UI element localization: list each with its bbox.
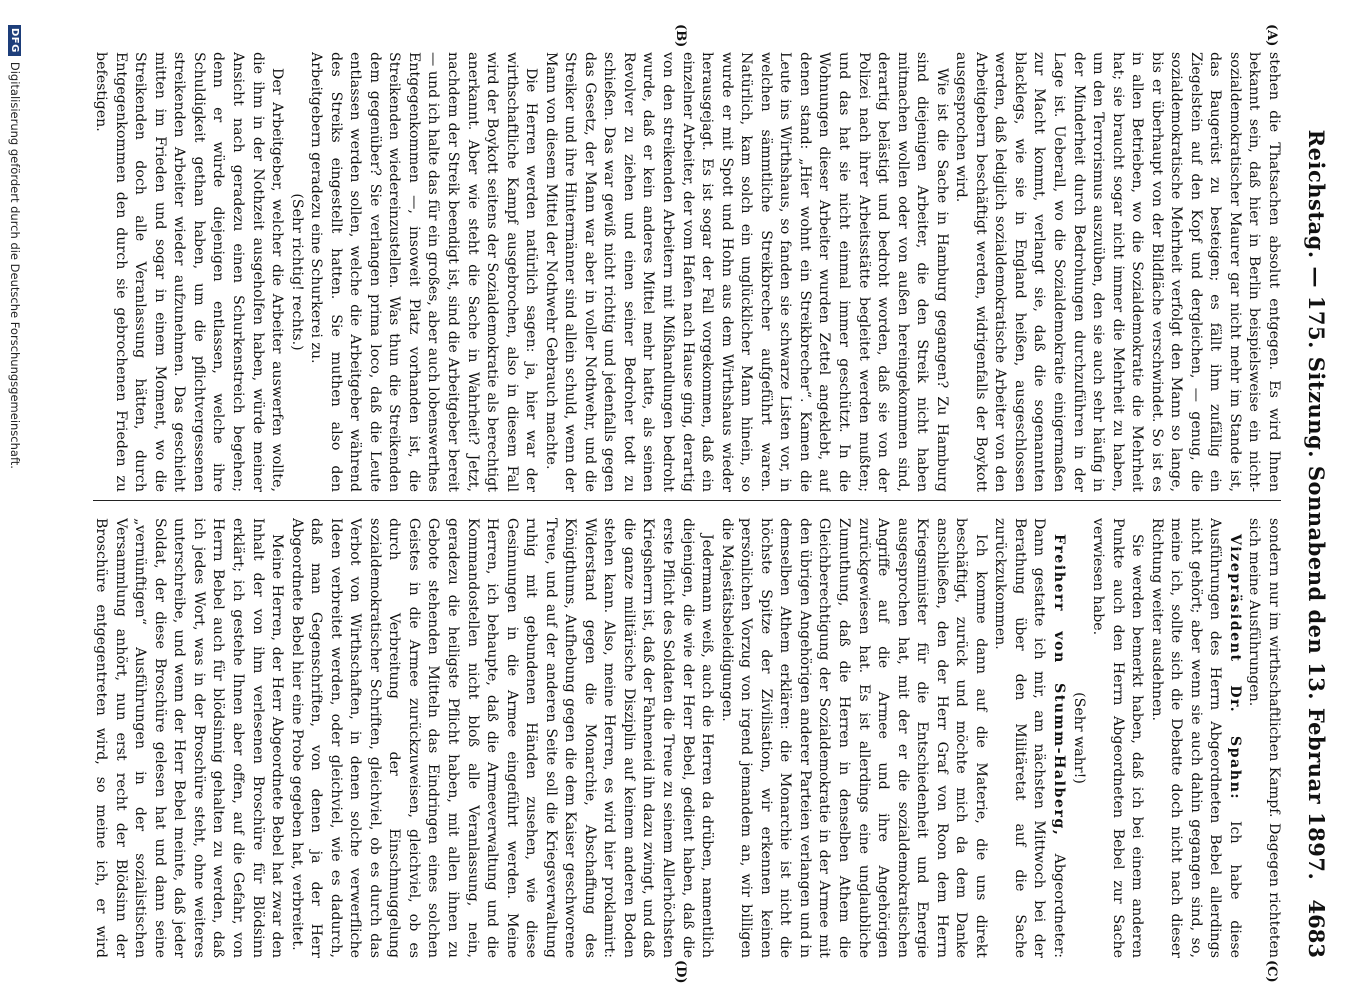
paragraph: Die Herren werden natürlich sagen: ja, hier war der wirthschaftliche Kampf ausgebrochen, also in diesem Fall wird der Boykott seitens der Sozialdemokratie als berechtigt anerkannt. Aber wie steht die Sache in Wahrheit? Jetzt, nachdem der Streik beendigt ist, sind die Arbeitgeber bereit — und ich halte das für ein großes, aber auch lobenswerthes Entgegenkommen —, insoweit Platz vorhanden ist, die Streikenden wiedereinzustellen. Was thun die Streikenden dem gegenüber? Sie verlangen prima loco, daß die Leute entlassen werden sollen, welche die Arbeitgeber während des Streiks eingestellt hatten. Sie muthen also den Arbeitgebern geradezu eine Schurkerei zu.: [308, 52, 540, 492]
paragraph: Meine Herren, der Herr Abgeordnete Bebel hat zwar den Inhalt der von ihm verlesenen Broschüre für Blödsinn erklärt; ich gestehe Ihnen aber offen, auf die Gefahr, von Herrn Bebel auch für blödsinnig gehalten zu werden, daß ich jedes Wort, was in der Broschüre steht, ohne weiteres unterschreibe, und wenn der Herr Bebel meinte, daß jeder Soldat, der diese Broschüre gelesen hat und dann seine „vernünftigen“ Ausführungen in der sozialistischen Versammlung anhört, nun erst recht der Blödsinn der Broschüre entgegentreten wird, so meine ich, er wird: [93, 518, 286, 958]
paragraph: Jedermann weiß, auch die Herren da drüben, namentlich diejenigen, die wie der Herr Bebel, gedient haben, daß die erste Pflicht des Soldaten die Treue zu seinem Allerhöchsten Kriegsherrn ist, daß der Fahneneid ihn dazu zwingt, und daß die ganze militärische Disziplin auf keinem anderen Boden stehen kann. Also, meine Herren, es wird hier proklamirt: Widerstand gegen die Monarchie, Abschaffung des Königthums, Aufhebung gegen die dem Kaiser geschworene Treue, und auf der anderen Seite soll die Kriegsverwaltung ruhig mit gebundenen Händen zusehen, wie diese Gesinnungen in die Armee eingeführt werden. Meine Herren, ich behaupte, daß die Armeeverwaltung und die Kommandostellen nicht bloß alle Veranlassung, nein, geradezu die heiligste Pflicht haben, mit allen ihnen zu Gebote stehenden Mitteln das Eindringen eines solchen Geistes in die Armee zurückzuweisen, gleichviel, ob es durch Verbreitung der Einschmuggelung sozialdemokratischer Schriften, gleichviel, ob es durch das Verbot von Wirthschaften, in denen solche verwerfliche Ideen verbreitet werden, oder gleichviel, wie es dadurch, daß man Gegenschriften, von denen ja der Herr Abgeordnete Bebel hier eine Probe gegeben hat, verbreitet.: [288, 518, 716, 958]
running-head: Reichstag. — 175. Sitzung. Sonnabend den 13. Februar 1897.: [1304, 129, 1329, 881]
speech-paragraph: [1146, 518, 1244, 958]
speech-text: Ich habe diese Ausführungen des Herrn Abgeordneten Bebel allerdings nicht gehört; aber wenn sie auch dahin gegangen sind, so, meine ich, sollte sich die Debatte doch nicht nach dieser Richtung weiter ausdehnen.: [1148, 518, 1243, 958]
speech-paragraph: [990, 518, 1068, 958]
interjection: (Sehr richtig! rechts.): [288, 193, 305, 351]
margin-mark-b: (B): [673, 24, 688, 48]
page-header: [1293, 52, 1333, 958]
margin-mark-c: (C): [1264, 960, 1279, 983]
right-column: [93, 518, 1283, 958]
page-number: 4683: [1304, 899, 1329, 958]
paragraph: Der Arbeitgeber, welcher die Arbeiter auswerfen wollte, die ihm in der Nothzeit ausgeholfen haben, würde meiner Ansicht nach geradezu einen Schurkenstreich begehen; denn er würde diejenigen entlassen, welche ihre Schuldigkeit gethan haben, um die pflichtvergessenen streikenden Arbeiter wieder aufzunehmen. Das geschieht mitten im Frieden und sogar in einem Moment, wo die Streikenden doch alle Veranlassung hätten, durch Entgegenkommen den durch sie gebrochenen Frieden zu befestigen.: [93, 52, 286, 492]
margin-mark-a: (A): [1264, 24, 1279, 47]
speaker-name: Freiherr von Stumm-Halberg,: [1050, 534, 1067, 837]
interjection: (Sehr wahr!): [1070, 692, 1087, 784]
dfg-logo: DFG: [9, 25, 22, 56]
paragraph: stehen die Thatsachen absolut entgegen. Es wird Ihnen bekannt sein, daß hier in Berlin beispielsweise ein nicht-sozialdemokratischer Maurer gar nicht mehr im Stande ist, das Baugerüst zu besteigen; es fällt ihm zufällig ein Ziegelstein auf den Kopf und dergleichen, — genug, die sozialdemokratische Mehrheit verfolgt den Mann so lange, bis er überhaupt von der Bildfläche verschwindet. So ist es in allen Betrieben, wo die Sozialdemokratie die Mehrheit hat; sie braucht sogar nicht immer die Mehrheit zu haben, um den Terrorismus auszuüben, den sie auch sehr häufig in der Minderheit durch Bedrohungen durchzuführen in der Lage ist. Ueberall, wo die Sozialdemokratie einigermaßen zur Macht kommt, verlangt sie, daß die sogenannten blacklegs, wie sie in England heißen, ausgeschlossen werden, daß lediglich sozialdemokratische Arbeiter von den Arbeitgebern beschäftigt werden, widrigenfalls der Boykott ausgesprochen wird.: [953, 52, 1282, 492]
column-divider: [93, 500, 1281, 501]
paragraph: sondern nur im wirthschaftlichen Kampf. Dagegen richteten sich meine Ausführungen.: [1246, 518, 1282, 958]
funding-text: Digitalisierung gefördert durch die Deutsche Forschungsgemeinschaft.: [8, 61, 22, 469]
paragraph: Sie werden bemerkt haben, daß ich bei einem anderen Punkte auch den Herrn Abgeordneten Bebel zur Sache verwiesen habe.: [1090, 518, 1146, 958]
speaker-name: Vizepräsident Dr. Spahn:: [1226, 534, 1243, 801]
paragraph: Ich komme dann auf die Materie, die uns direkt beschäftigt, zurück und möchte mich da dem Danke anschließen, den der Herr Graf von Roon dem Herrn Kriegsminister für die Entschiedenheit und Energie ausgesprochen hat, mit der er die sozialdemokratischen Angriffe auf die Armee und ihre Angehörigen zurückgewiesen hat. Es ist allerdings eine unglaubliche Zumuthung, daß die Herren in denselben Athem die Gleichberechtigung der Sozialdemokratie in der Armee mit den übrigen Angehörigen anderer Parteien verlangen und in demselben Athem erklären: die Monarchie ist nicht die höchste Spitze der Zivilisation, wir erkennen keinen persönlichen Vorzug von irgend jemandem an, wir billigen die Majestätsbeleidigungen.: [718, 518, 989, 958]
paragraph: Wie ist die Sache in Hamburg gegangen? Zu Hamburg sind diejenigen Arbeiter, die den Streik nicht haben mitmachen wollen oder von außen hereingekommen sind, derartig belästigt und bedroht worden, daß sie von der Polizei nach ihrer Arbeitsstätte begleitet werden mußten; und das hat sie nicht einmal immer geschützt. In die Wohnungen dieser Arbeiter wurden Zettel angeklebt, auf denen stand: „Hier wohnt ein Streikbrecher“. Kamen die Leute ins Wirthshaus, so fanden sie schwarze Listen vor, in welchen sämmtliche Streikbrecher aufgeführt waren. Natürlich, kam solch ein unglücklicher Mann hinein, so wurde er mit Spott und Hohn aus dem Wirthshaus wieder herausgejagt. Es ist sogar der Fall vorgekommen, daß ein einzelner Arbeiter, der vom Hafen nach Hause ging, derartig von den streikenden Arbeitern mit Mißhandlungen bedroht wurde, daß er kein anderes Mittel mehr hatte, als seinen Revolver zu ziehen und einen seiner Bedroher todt zu schießen. Das war gewiß nicht richtig und jedenfalls gegen das Gesetz, der Mann war aber in voller Nothwehr, und die Streiker und ihre Hintermänner sind allein schuld, wenn der Mann von diesem Mittel der Nothwehr Gebrauch machte.: [542, 52, 950, 492]
left-column: [93, 52, 1283, 492]
margin-mark-d: (D): [673, 960, 688, 984]
funding-note: [5, 25, 25, 985]
speech-text: Abgeordneter: Dann gestatte ich mir, am nächsten Mittwoch bei der Berathung über den Militäretat auf die Sache zurückzukommen.: [992, 518, 1067, 958]
